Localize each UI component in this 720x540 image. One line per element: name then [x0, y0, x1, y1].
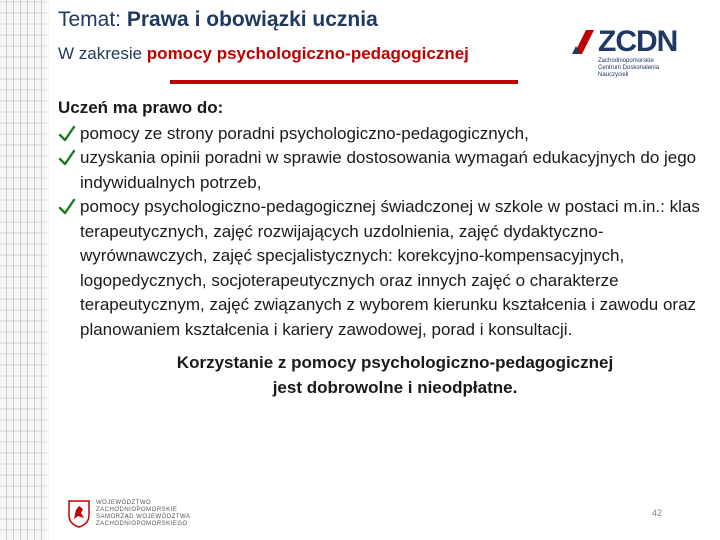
lead-text: Uczeń ma prawo do:: [58, 98, 224, 117]
logo-sub-line2: Centrum Doskonalenia Nauczycieli: [598, 65, 660, 78]
list-item: [58, 146, 708, 195]
title-bold: Prawa i obowiązki ucznia: [126, 8, 378, 31]
logo-subtitle: [598, 58, 684, 79]
slide-title: [58, 8, 378, 32]
slide-body: [58, 96, 708, 400]
list-item-text: uzyskania opinii poradni w sprawie dostosowania wymagań edukacyjnych do jego indywidualnych potrzeb,: [80, 148, 697, 192]
footer-org-line1: WOJEWÓDZTWO ZACHODNIOPOMORSKIE: [96, 500, 178, 513]
title-underline: [170, 80, 518, 84]
list-item-text: pomocy ze strony poradni psychologiczno-pedagogicznych,: [80, 123, 529, 143]
note-line1: Korzystanie z pomocy psychologiczno-pedagogicznej: [176, 353, 614, 372]
footer-org-line3: ZACHODNIOPOMORSKIEGO: [96, 521, 188, 527]
decorative-text-strip: [0, 0, 50, 540]
logo-sub-line1: Zachodniopomorskie: [598, 58, 654, 64]
subtitle-bold: pomocy psychologiczno-pedagogicznej: [146, 44, 469, 63]
list-item: [58, 195, 708, 342]
title-prefix: Temat:: [58, 8, 127, 31]
subtitle-prefix: W zakresie: [58, 44, 147, 63]
griffin-crest-icon: [66, 498, 92, 528]
check-mark-icon: [58, 195, 76, 219]
page-number: 42: [652, 508, 663, 518]
footer-logo: [66, 496, 226, 530]
footer-org-line2: SAMORZĄD WOJEWÓDZTWA: [96, 514, 191, 520]
check-mark-icon: [58, 146, 76, 170]
list-item-text: pomocy psychologiczno-pedagogicznej świadczonej w szkole w postaci m.in.: klas terapeutycznych, zajęć rozwijających uzdolnienia, zajęć dydaktyczno-wyrównawczych, zajęć specjalistycznych: korekcyjno-kompensacyjnych, logopedycznych, socjoterapeutycznych oraz innych zajęć o charakterze terapeutycznym, zajęć związanych z wyborem kierunku kształcenia i zawodu oraz planowaniem kształcenia i kariery zawodowej, porad i konsultacji.: [80, 197, 700, 339]
logo-name: ZCDN: [598, 25, 678, 58]
slide-subtitle: [58, 44, 469, 64]
zcdn-logo-icon: [572, 28, 596, 56]
list-item: [58, 122, 708, 147]
note-line2: jest dobrowolne i nieodpłatne.: [272, 378, 518, 397]
footer-org-text: [96, 500, 226, 528]
closing-note: [58, 350, 708, 400]
zcdn-logo: [572, 25, 682, 78]
check-mark-icon: [58, 122, 76, 146]
